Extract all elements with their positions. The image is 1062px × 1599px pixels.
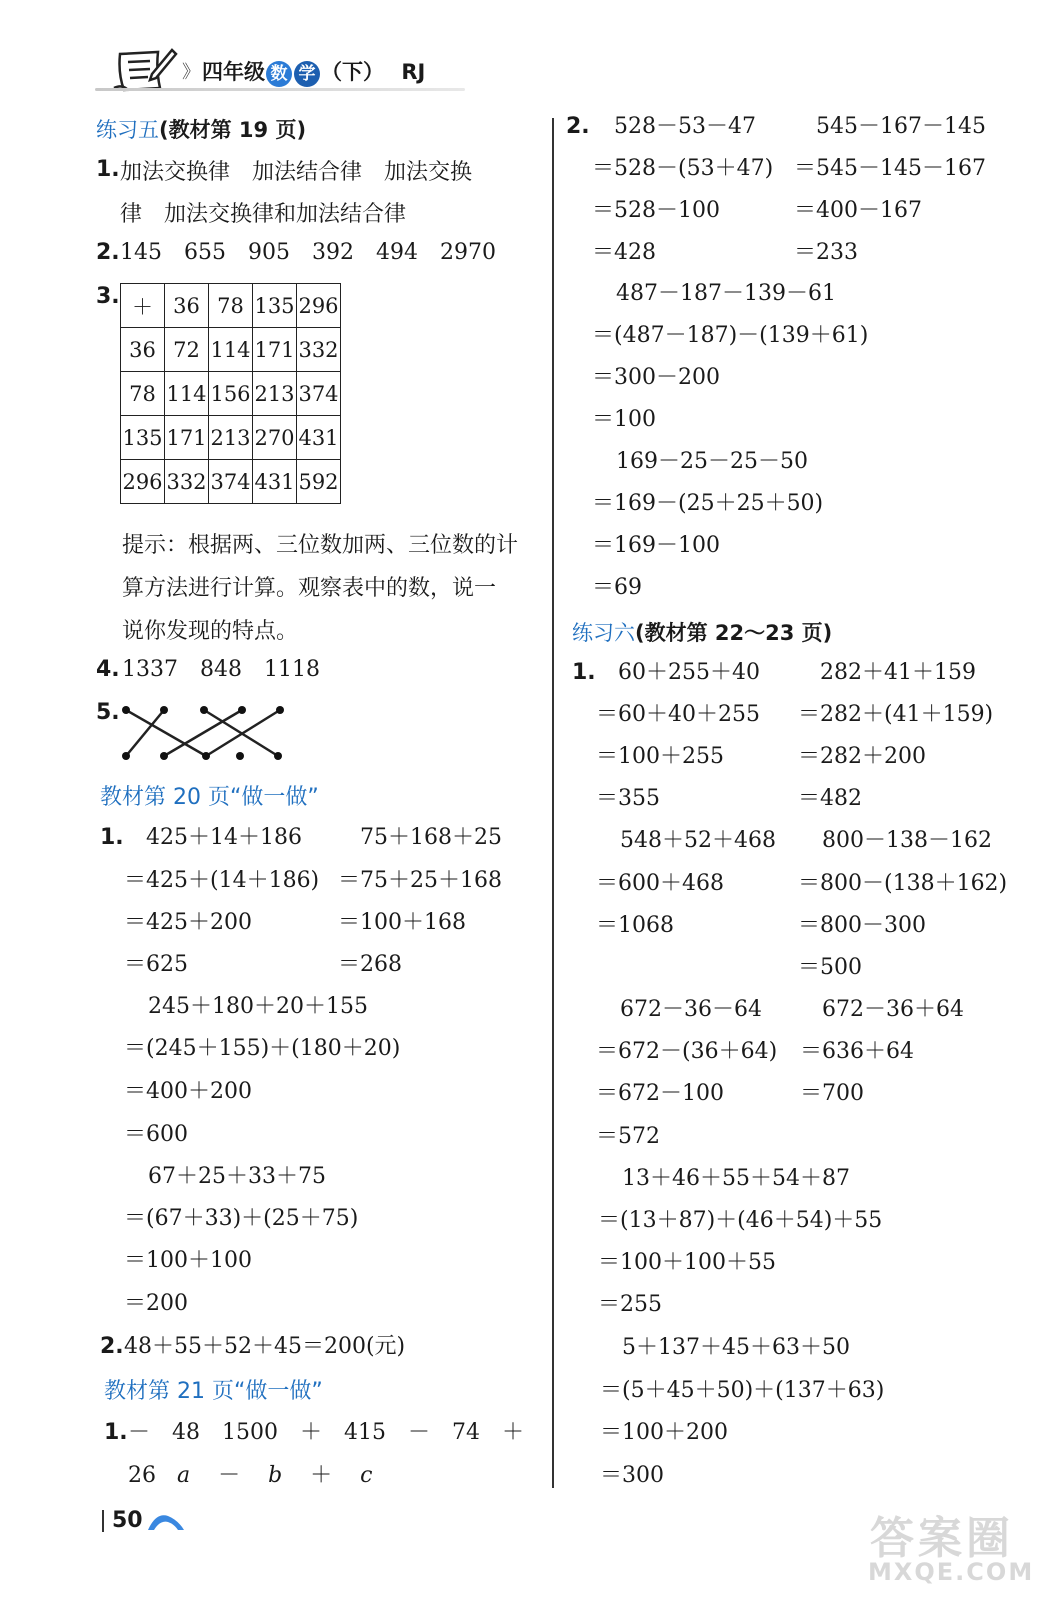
r-e5-line: ＝300 <box>600 1463 664 1488</box>
r-e1a-line: 60＋255＋40 <box>618 660 760 685</box>
table-cell: 332 <box>165 460 209 504</box>
table-cell: 213 <box>253 372 297 416</box>
r-e4-line: ＝100＋100＋55 <box>598 1250 776 1275</box>
matching-lines-diagram <box>118 700 288 766</box>
r-e4-line: 13＋46＋55＋54＋87 <box>622 1166 850 1191</box>
hint-line-2: 算方法进行计算。观察表中的数，说一 <box>122 576 497 601</box>
table-cell: 332 <box>297 328 341 372</box>
r-q2-d-line: 169－25－25－50 <box>616 449 808 474</box>
subject-badge-2: 学 <box>294 61 320 87</box>
p21-q1-number: 1. <box>104 1420 128 1445</box>
table-cell: 374 <box>297 372 341 416</box>
r-q2-number: 2. <box>566 114 590 139</box>
r-q2-a-line: 528－53－47 <box>614 114 756 139</box>
wave-icon <box>146 1510 186 1532</box>
p20-a-line: ＝425＋(14＋186) <box>124 868 320 893</box>
r-e3b-line: 672－36＋64 <box>822 997 964 1022</box>
r-e5-line: 5＋137＋45＋63＋50 <box>622 1335 850 1360</box>
table-cell: 374 <box>209 460 253 504</box>
r-e1b-line: ＝282＋(41＋159) <box>798 702 994 727</box>
r-q2-c-line: ＝100 <box>592 407 656 432</box>
r-q2-a-line: ＝528－(53＋47) <box>592 156 774 181</box>
q3-number: 3. <box>96 284 120 309</box>
r-e2a-line: ＝600＋468 <box>596 871 724 896</box>
table-cell: 72 <box>165 328 209 372</box>
table-cell: 135 <box>121 416 165 460</box>
q2-number: 2. <box>96 240 120 265</box>
r-e3b-line: ＝636＋64 <box>800 1039 914 1064</box>
table-cell: 171 <box>253 328 297 372</box>
exercise-5-title: 练习五(教材第 19 页) <box>96 118 307 142</box>
p20-d-line: 67＋25＋33＋75 <box>148 1164 326 1189</box>
table-cell: 36 <box>121 328 165 372</box>
r-e2b-line: 800－138－162 <box>822 828 992 853</box>
page-20-title: 教材第 20 页“做一做” <box>100 785 319 810</box>
hint-line-1: 提示：根据两、三位数加两、三位数的计 <box>122 533 519 558</box>
table-cell: 213 <box>209 416 253 460</box>
r-e4-line: ＝255 <box>598 1292 662 1317</box>
p20-b-line: ＝75＋25＋168 <box>338 868 502 893</box>
table-row <box>121 284 341 328</box>
r-e5-line: ＝(5＋45＋50)＋(137＋63) <box>600 1378 885 1403</box>
r-q2-c-line: ＝(487－187)－(139＋61) <box>592 323 869 348</box>
page-number: 50 <box>112 1508 143 1533</box>
r-e1b-line: ＝482 <box>798 786 862 811</box>
table-row <box>121 328 341 372</box>
p20-q1-number: 1. <box>100 825 124 850</box>
p20-a-line: 425＋14＋186 <box>146 825 302 850</box>
header-divider <box>95 88 465 91</box>
edition-label: RJ <box>401 60 426 84</box>
exercise-6-title: 练习六(教材第 22～23 页) <box>572 621 833 645</box>
r-q2-b-line: ＝545－145－167 <box>794 156 986 181</box>
r-q1-number: 1. <box>572 660 596 685</box>
r-q2-c-line: 487－187－139－61 <box>616 281 836 306</box>
sound-icon: 》 <box>182 62 200 83</box>
watermark-logo-text: 答案圈 <box>870 1513 1014 1564</box>
table-cell: 592 <box>297 460 341 504</box>
table-cell: ＋ <box>121 284 165 328</box>
q4-number: 4. <box>96 657 120 682</box>
subject-badge-1: 数 <box>266 61 292 87</box>
table-cell: 135 <box>253 284 297 328</box>
r-e3a-line: ＝672－100 <box>596 1081 724 1106</box>
p21-line-2: 26 a － b ＋ c <box>128 1463 373 1488</box>
table-row <box>121 460 341 504</box>
r-e1a-line: ＝60＋40＋255 <box>596 702 760 727</box>
table-cell: 156 <box>209 372 253 416</box>
p20-d-line: ＝200 <box>124 1291 188 1316</box>
r-e4-line: ＝(13＋87)＋(46＋54)＋55 <box>598 1208 883 1233</box>
r-e3a-line: ＝672－(36＋64) <box>596 1039 778 1064</box>
r-e3b-line: ＝700 <box>800 1081 864 1106</box>
header-title <box>202 56 425 87</box>
r-e2b-line: ＝800－(138＋162) <box>798 871 1008 896</box>
watermark-url: MXQE.COM <box>868 1558 1035 1586</box>
r-q2-a-line: ＝428 <box>592 240 656 265</box>
p20-c-line: ＝400＋200 <box>124 1079 252 1104</box>
q1-line-2: 律 加法交换律和加法结合律 <box>120 202 407 227</box>
r-q2-d-line: ＝69 <box>592 575 642 600</box>
r-e1b-line: ＝282＋200 <box>798 744 926 769</box>
r-q2-a-line: ＝528－100 <box>592 198 720 223</box>
p20-a-line: ＝625 <box>124 952 188 977</box>
q2-answers: 145 655 905 392 494 2970 <box>120 240 496 265</box>
r-q2-d-line: ＝169－100 <box>592 533 720 558</box>
p20-c-line: ＝600 <box>124 1122 188 1147</box>
r-e5-line: ＝100＋200 <box>600 1420 728 1445</box>
table-cell: 431 <box>253 460 297 504</box>
q5-number: 5. <box>96 700 120 725</box>
column-divider <box>552 118 554 1488</box>
r-e1a-line: ＝355 <box>596 786 660 811</box>
p20-c-line: 245＋180＋20＋155 <box>148 994 368 1019</box>
r-q2-b-line: ＝233 <box>794 240 858 265</box>
table-cell: 114 <box>209 328 253 372</box>
r-e2a-line: 548＋52＋468 <box>620 828 776 853</box>
r-e3a-line: ＝572 <box>596 1124 660 1149</box>
r-q2-b-line: ＝400－167 <box>794 198 922 223</box>
q4-answers: 1337 848 1118 <box>122 657 320 682</box>
p20-b-line: ＝268 <box>338 952 402 977</box>
r-q2-c-line: ＝300－200 <box>592 365 720 390</box>
table-cell: 36 <box>165 284 209 328</box>
r-q2-d-line: ＝169－(25＋25＋50) <box>592 491 824 516</box>
p20-b-line: ＝100＋168 <box>338 910 466 935</box>
p20-q2-number: 2. <box>100 1334 124 1359</box>
r-q2-b-line: 545－167－145 <box>816 114 986 139</box>
r-e1b-line: 282＋41＋159 <box>820 660 976 685</box>
r-e2a-line: ＝1068 <box>596 913 674 938</box>
page-number-bar <box>102 1510 104 1532</box>
table-cell: 78 <box>121 372 165 416</box>
p21-line-1: － 48 1500 ＋ 415 － 74 ＋ <box>128 1420 524 1445</box>
p20-b-line: 75＋168＋25 <box>360 825 502 850</box>
table-cell: 296 <box>121 460 165 504</box>
p20-d-line: ＝(67＋33)＋(25＋75) <box>124 1206 359 1231</box>
hint-line-3: 说你发现的特点。 <box>122 619 299 644</box>
p20-a-line: ＝425＋200 <box>124 910 252 935</box>
p20-q2-answer: 48＋55＋52＋45＝200(元) <box>124 1334 406 1359</box>
p20-c-line: ＝(245＋155)＋(180＋20) <box>124 1036 401 1061</box>
addition-table <box>120 283 341 504</box>
r-e2b-line: ＝800－300 <box>798 913 926 938</box>
q1-line-1: 加法交换律 加法结合律 加法交换 <box>120 160 473 185</box>
p20-d-line: ＝100＋100 <box>124 1248 252 1273</box>
table-cell: 78 <box>209 284 253 328</box>
notebook-pencil-icon <box>112 44 178 94</box>
table-cell: 296 <box>297 284 341 328</box>
q1-number: 1. <box>96 157 120 182</box>
table-cell: 431 <box>297 416 341 460</box>
r-e1a-line: ＝100＋255 <box>596 744 724 769</box>
volume-label: （下） <box>321 60 384 84</box>
r-e2b-line: ＝500 <box>798 955 862 980</box>
grade-label: 四年级 <box>202 60 265 84</box>
table-row <box>121 416 341 460</box>
table-cell: 114 <box>165 372 209 416</box>
table-row <box>121 372 341 416</box>
page-21-title: 教材第 21 页“做一做” <box>104 1379 323 1404</box>
table-cell: 171 <box>165 416 209 460</box>
table-cell: 270 <box>253 416 297 460</box>
r-e3a-line: 672－36－64 <box>620 997 762 1022</box>
